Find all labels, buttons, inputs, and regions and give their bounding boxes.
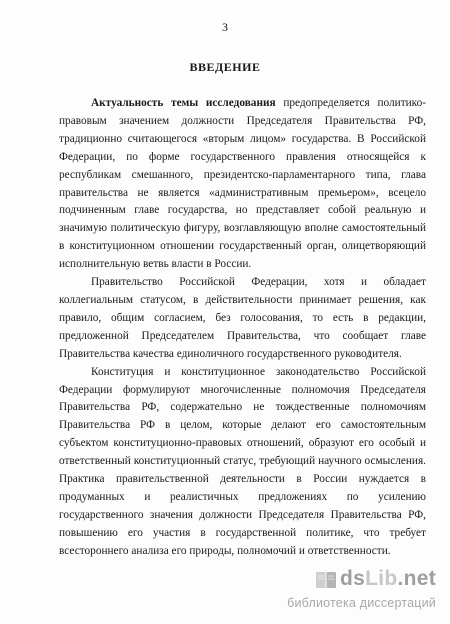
paragraph-1-lead: Актуальность темы исследования bbox=[91, 97, 276, 109]
paragraph-3-text: Конституция и конституционное законодательство Российской Федерации формулируют многочисленные полномочия Председателя Правительства РФ, содержательно не тождественные полномочиям Правительства РФ в целом, которые делают его самостоятельным субъектом конституционно-правовых отношений, образуют его особый и ответственный конституционный статус, требующий научного осмысления. Практика правительственной деятельности в России нуждается в продуманных и реалистичных предложениях по усилению государственного значения должности Председателя Правительства РФ, повышению его участия в государственной политике, что требует всестороннего анализа его природы, полномочий и ответственности. bbox=[59, 365, 426, 557]
paragraph-2-text: Правительство Российской Федерации, хотя и обладает коллегиальным статусом, в действительности принимает решения, как правило, общим согласием, без голосования, то есть в редакции, предложенной Председателем Правительства, что сообщает главе Правительства качества единоличного государственного руководителя. bbox=[59, 276, 426, 360]
dslib-logo-icon bbox=[315, 569, 337, 591]
paragraph-3 bbox=[59, 364, 426, 561]
paragraph-1 bbox=[59, 95, 426, 274]
page-number: 3 bbox=[222, 20, 228, 34]
paragraph-1-text: предопределяется политико-правовым значением должности Председателя Правительства РФ, традиционно считающегося «вторым лицом» государства. В Российской Федерации, по форме государственного правления относящейся к республикам смешанного, президентско-парламентарного типа, глава правительства не является «административным премьером», всецело подчиненным главе государства, но представляет собой реальную и значимую политическую фигуру, возглавляющую вполне самостоятельный в конституционном отношении государственный орган, олицетворяющий исполнительную ветвь власти в России. bbox=[59, 97, 426, 271]
watermark bbox=[236, 567, 436, 610]
watermark-subtitle: библиотека диссертаций bbox=[287, 596, 436, 610]
watermark-title-lib: Lib bbox=[365, 567, 398, 590]
watermark-title-ds: ds bbox=[339, 567, 366, 590]
watermark-title bbox=[340, 567, 436, 591]
watermark-title-net: .net bbox=[397, 567, 436, 590]
scan-speck bbox=[369, 350, 373, 358]
section-heading: ВВЕДЕНИЕ bbox=[189, 60, 261, 74]
watermark-logo bbox=[315, 567, 436, 591]
body-text bbox=[59, 95, 426, 561]
